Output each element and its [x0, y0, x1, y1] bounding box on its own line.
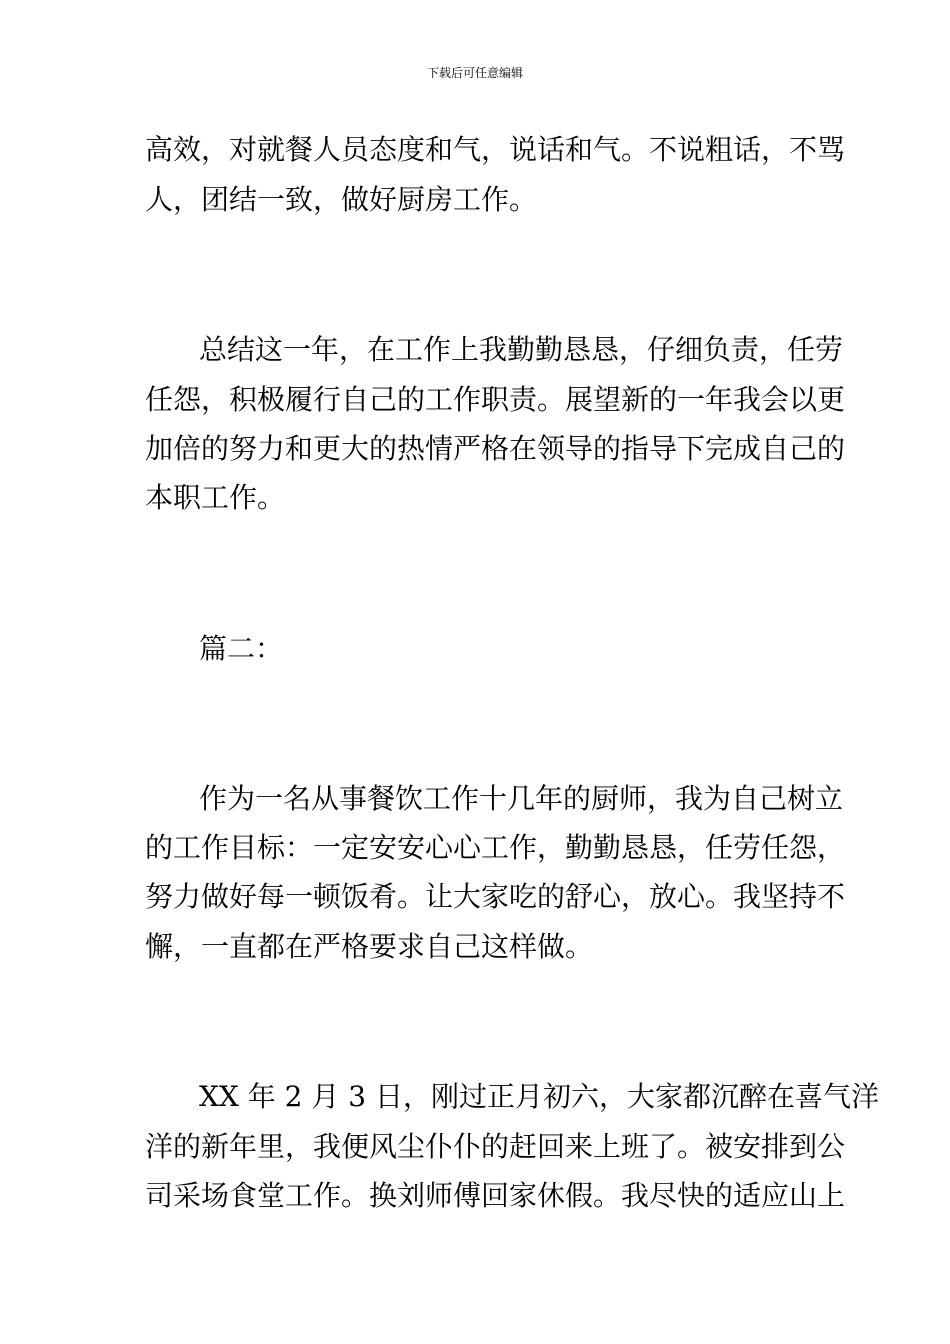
paragraph-line: 的工作目标：一定安安心心工作，勤勤恳恳，任劳任怨， — [145, 831, 846, 864]
paragraph-line: 任怨，积极履行自己的工作职责。展望新的一年我会以更 — [145, 383, 846, 416]
paragraph-line: 本职工作。 — [145, 481, 286, 514]
paragraph-line: 洋的新年里，我便风尘仆仆的赶回来上班了。被安排到公 — [145, 1130, 846, 1163]
paragraph-line: 高效，对就餐人员态度和气，说话和气。不说粗话，不骂 — [145, 133, 846, 166]
section-heading: 篇二： — [199, 632, 284, 665]
paragraph-line: 总结这一年，在工作上我勤勤恳恳，仔细负责，任劳 — [199, 333, 844, 366]
paragraph-line: 司采场食堂工作。换刘师傅回家休假。我尽快的适应山上 — [145, 1179, 846, 1212]
paragraph-line: 作为一名从事餐饮工作十几年的厨师，我为自己树立 — [199, 782, 844, 815]
page-header: 下载后可任意编辑 — [426, 66, 523, 80]
paragraph-line: 努力做好每一顿饭肴。让大家吃的舒心，放心。我坚持不 — [145, 880, 846, 913]
paragraph-line: XX 年 2 月 3 日，刚过正月初六，大家都沉醉在喜气洋 — [199, 1080, 880, 1113]
paragraph-line: 懈，一直都在严格要求自己这样做。 — [145, 930, 594, 963]
paragraph-line: 加倍的努力和更大的热情严格在领导的指导下完成自己的 — [145, 432, 846, 465]
paragraph-line: 人，团结一致，做好厨房工作。 — [145, 183, 538, 216]
